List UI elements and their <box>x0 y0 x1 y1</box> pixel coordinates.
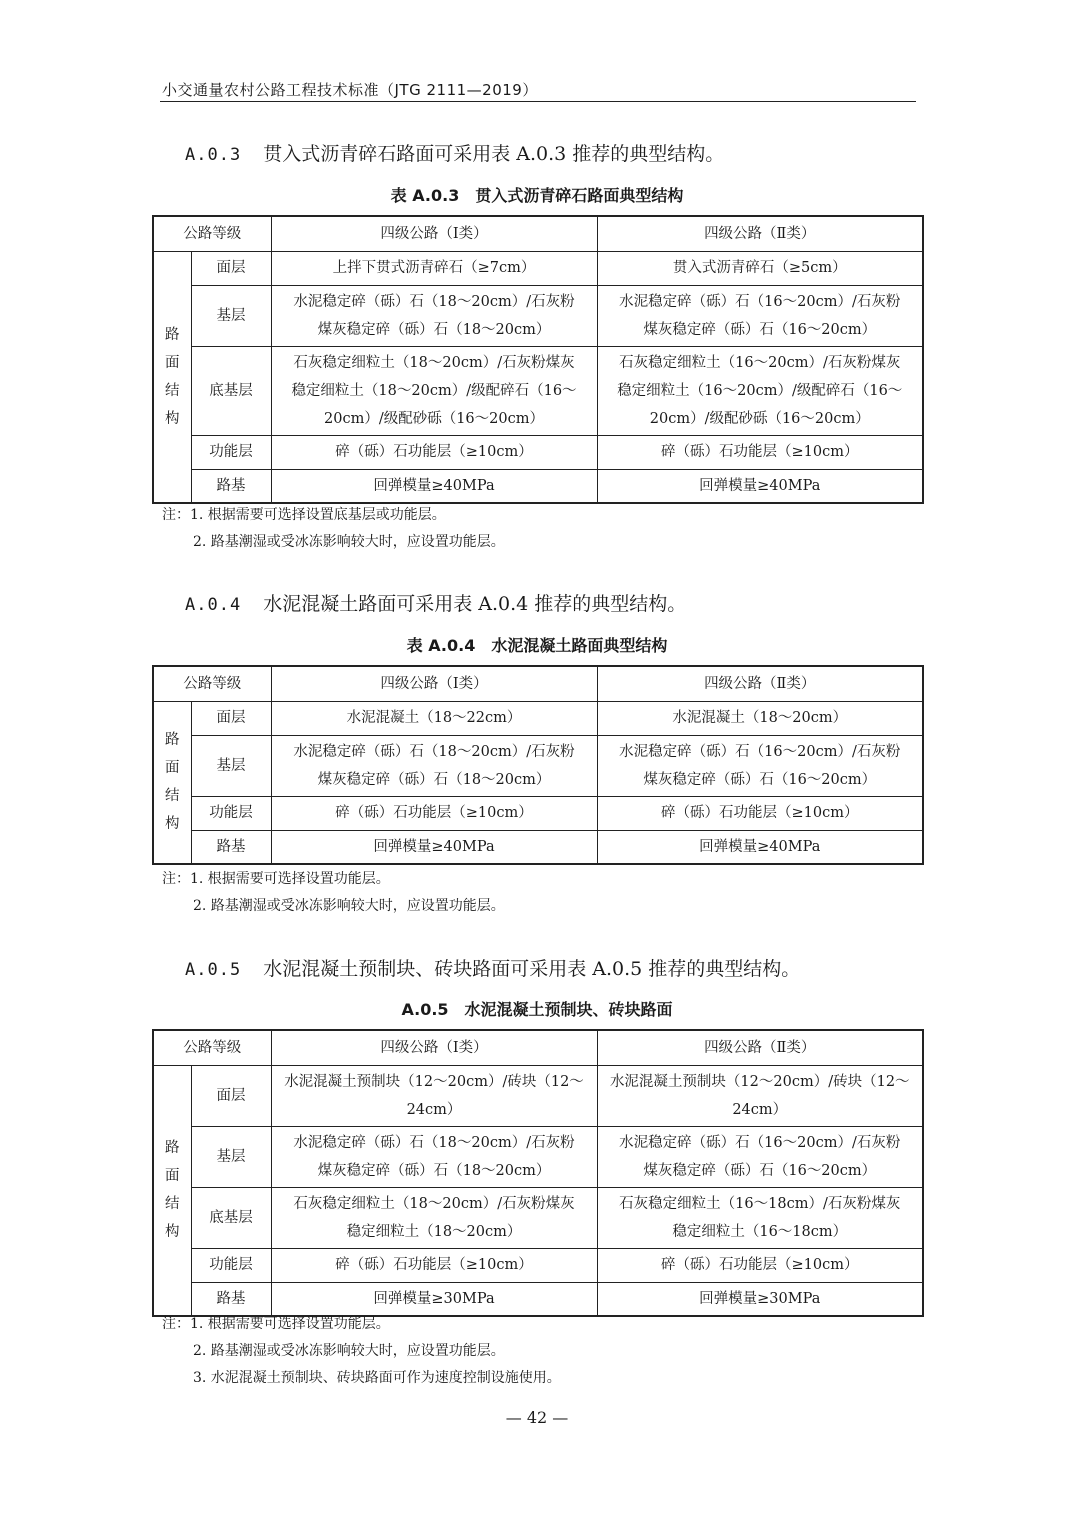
spec-line: 煤灰稳定碎（砾）石（18～20cm） <box>317 1162 551 1179</box>
spec-line: 稳定细粒土（18～20cm）/级配碎石（16～ <box>291 382 577 399</box>
spec-cell-class-1 <box>271 830 597 864</box>
group-label-char: 构 <box>165 816 180 833</box>
spec-cell-class-1 <box>271 735 597 796</box>
spec-line: 水泥混凝土（18～20cm） <box>672 710 848 726</box>
table-row <box>153 830 923 864</box>
layer-name-cell: 底基层 <box>191 346 271 435</box>
spec-line: 水泥混凝土（18～22cm） <box>346 710 522 726</box>
spec-line: 回弹模量≥40MPa <box>373 838 495 855</box>
spec-cell-class-2 <box>597 1282 923 1316</box>
header-cell-road-grade: 公路等级 <box>153 666 271 701</box>
spec-line: 煤灰稳定碎（砾）石（16～20cm） <box>643 771 877 788</box>
spec-line: 煤灰稳定碎（砾）石（16～20cm） <box>643 1162 877 1179</box>
group-label-char: 路 <box>165 1140 180 1157</box>
table-row <box>153 1248 923 1282</box>
header-cell-class-2: 四级公路（Ⅱ类） <box>597 216 923 251</box>
table-header-row <box>153 1030 923 1065</box>
spec-line: 水泥混凝土预制块（12～20cm）/砖块（12～ <box>609 1073 910 1090</box>
clause-number: A.0.3 <box>185 145 242 165</box>
spec-line: 碎（砾）石功能层（≥10cm） <box>661 444 859 460</box>
header-cell-class-1: 四级公路（Ⅰ类） <box>271 216 597 251</box>
table-row <box>153 1065 923 1126</box>
spec-cell-class-2 <box>597 1065 923 1126</box>
layer-name-cell: 面层 <box>191 1065 271 1126</box>
structure-table <box>152 1029 924 1317</box>
spec-cell-class-1 <box>271 701 597 735</box>
table-row <box>153 435 923 469</box>
clause-paragraph <box>185 954 800 981</box>
clause-text: 水泥混凝土预制块、砖块路面可采用表 A.0.5 推荐的典型结构。 <box>263 958 801 980</box>
header-cell-class-1: 四级公路（Ⅰ类） <box>271 666 597 701</box>
spec-line: 碎（砾）石功能层（≥10cm） <box>335 1257 533 1273</box>
note-line: 2. 路基潮湿或受冰冻影响较大时，应设置功能层。 <box>193 898 505 914</box>
spec-line: 水泥稳定碎（砾）石（18～20cm）/石灰粉 <box>293 293 575 310</box>
note-line: 3. 水泥混凝土预制块、砖块路面可作为速度控制设施使用。 <box>193 1370 561 1386</box>
spec-line: 水泥混凝土预制块（12～20cm）/砖块（12～ <box>284 1073 584 1090</box>
header-cell-road-grade: 公路等级 <box>153 216 271 251</box>
spec-line: 水泥稳定碎（砾）石（18～20cm）/石灰粉 <box>293 743 575 760</box>
group-label-char: 面 <box>165 354 180 371</box>
spec-cell-class-2 <box>597 1187 923 1248</box>
spec-line: 煤灰稳定碎（砾）石（18～20cm） <box>317 321 551 338</box>
group-label-char: 结 <box>165 788 180 805</box>
table-row <box>153 346 923 435</box>
spec-line: 20cm）/级配砂砾（16～20cm） <box>649 410 870 427</box>
spec-line: 上拌下贯式沥青碎石（≥7cm） <box>332 260 536 276</box>
note-line: 2. 路基潮湿或受冰冻影响较大时，应设置功能层。 <box>193 534 505 550</box>
group-label-char: 构 <box>165 1224 180 1241</box>
group-label-char: 路 <box>165 326 180 343</box>
spec-cell-class-2 <box>597 796 923 830</box>
spec-line: 石灰稳定细粒土（18～20cm）/石灰粉煤灰 <box>293 354 575 371</box>
group-label-cell <box>153 701 191 864</box>
spec-cell-class-1 <box>271 1126 597 1187</box>
running-header: 小交通量农村公路工程技术标准（JTG 2111—2019） <box>162 81 538 99</box>
clause-text: 贯入式沥青碎石路面可采用表 A.0.3 推荐的典型结构。 <box>263 143 725 165</box>
clause-text: 水泥混凝土路面可采用表 A.0.4 推荐的典型结构。 <box>263 593 687 615</box>
note-line: 注：1. 根据需要可选择设置底基层或功能层。 <box>162 507 446 523</box>
layer-name-cell: 路基 <box>191 830 271 864</box>
spec-cell-class-2 <box>597 469 923 503</box>
clause-number: A.0.4 <box>185 595 242 615</box>
spec-cell-class-2 <box>597 1248 923 1282</box>
spec-cell-class-1 <box>271 346 597 435</box>
table-header-row <box>153 666 923 701</box>
spec-cell-class-1 <box>271 469 597 503</box>
spec-cell-class-1 <box>271 435 597 469</box>
spec-cell-class-1 <box>271 796 597 830</box>
layer-name-cell: 面层 <box>191 701 271 735</box>
table-row <box>153 796 923 830</box>
spec-line: 回弹模量≥30MPa <box>373 1290 495 1307</box>
header-cell-class-1: 四级公路（Ⅰ类） <box>271 1030 597 1065</box>
layer-name-cell: 面层 <box>191 251 271 285</box>
note-line: 2. 路基潮湿或受冰冻影响较大时，应设置功能层。 <box>193 1343 505 1359</box>
header-cell-class-2: 四级公路（Ⅱ类） <box>597 1030 923 1065</box>
spec-line: 煤灰稳定碎（砾）石（18～20cm） <box>317 771 551 788</box>
spec-line: 回弹模量≥40MPa <box>699 838 821 855</box>
spec-cell-class-2 <box>597 1126 923 1187</box>
spec-cell-class-1 <box>271 1248 597 1282</box>
header-cell-road-grade: 公路等级 <box>153 1030 271 1065</box>
spec-line: 稳定细粒土（18～20cm） <box>346 1223 522 1240</box>
table-caption: 表 A.0.4 水泥混凝土路面典型结构 <box>406 636 668 655</box>
spec-line: 20cm）/级配砂砾（16～20cm） <box>324 410 544 427</box>
group-label-char: 构 <box>165 410 180 427</box>
spec-cell-class-2 <box>597 285 923 346</box>
spec-cell-class-1 <box>271 1187 597 1248</box>
spec-line: 稳定细粒土（16～18cm） <box>672 1223 848 1240</box>
table-row <box>153 1126 923 1187</box>
spec-cell-class-2 <box>597 701 923 735</box>
table-notes <box>162 866 505 920</box>
spec-cell-class-2 <box>597 251 923 285</box>
table-row <box>153 285 923 346</box>
spec-line: 碎（砾）石功能层（≥10cm） <box>335 805 533 821</box>
layer-name-cell: 基层 <box>191 735 271 796</box>
clause-paragraph <box>185 589 686 616</box>
table-row <box>153 701 923 735</box>
header-rule <box>160 101 916 102</box>
spec-line: 回弹模量≥40MPa <box>373 477 495 494</box>
layer-name-cell: 功能层 <box>191 435 271 469</box>
clause-number: A.0.5 <box>185 960 242 980</box>
spec-cell-class-2 <box>597 830 923 864</box>
spec-cell-class-2 <box>597 435 923 469</box>
spec-line: 水泥稳定碎（砾）石（18～20cm）/石灰粉 <box>293 1134 575 1151</box>
note-line: 注：1. 根据需要可选择设置功能层。 <box>162 1316 390 1332</box>
group-label-char: 结 <box>165 1196 180 1213</box>
spec-cell-class-1 <box>271 251 597 285</box>
table-notes <box>162 502 505 556</box>
table-header-row <box>153 216 923 251</box>
group-label-cell <box>153 1065 191 1316</box>
spec-line: 煤灰稳定碎（砾）石（16～20cm） <box>643 321 877 338</box>
table-row <box>153 1187 923 1248</box>
spec-line: 碎（砾）石功能层（≥10cm） <box>335 444 533 460</box>
layer-name-cell: 功能层 <box>191 1248 271 1282</box>
spec-line: 石灰稳定细粒土（18～20cm）/石灰粉煤灰 <box>293 1195 575 1212</box>
spec-line: 碎（砾）石功能层（≥10cm） <box>661 805 859 821</box>
spec-line: 水泥稳定碎（砾）石（16～20cm）/石灰粉 <box>619 1134 901 1151</box>
spec-cell-class-2 <box>597 735 923 796</box>
table-caption: A.0.5 水泥混凝土预制块、砖块路面 <box>401 1000 673 1019</box>
table-notes <box>162 1311 561 1392</box>
spec-line: 稳定细粒土（16～20cm）/级配碎石（16～ <box>617 382 903 399</box>
spec-line: 水泥稳定碎（砾）石（16～20cm）/石灰粉 <box>619 293 901 310</box>
group-label-char: 结 <box>165 382 180 399</box>
page-number: — 42 — <box>505 1408 569 1427</box>
spec-line: 石灰稳定细粒土（16～20cm）/石灰粉煤灰 <box>619 354 901 371</box>
spec-line: 石灰稳定细粒土（16～18cm）/石灰粉煤灰 <box>619 1195 901 1212</box>
structure-table <box>152 665 924 865</box>
table-row <box>153 469 923 503</box>
note-line: 注：1. 根据需要可选择设置功能层。 <box>162 871 390 887</box>
spec-cell-class-2 <box>597 346 923 435</box>
spec-line: 回弹模量≥40MPa <box>699 477 821 494</box>
layer-name-cell: 功能层 <box>191 796 271 830</box>
structure-table <box>152 215 924 504</box>
layer-name-cell: 基层 <box>191 285 271 346</box>
spec-line: 水泥稳定碎（砾）石（16～20cm）/石灰粉 <box>619 743 901 760</box>
layer-name-cell: 底基层 <box>191 1187 271 1248</box>
table-caption: 表 A.0.3 贯入式沥青碎石路面典型结构 <box>390 186 684 205</box>
spec-line: 回弹模量≥30MPa <box>699 1290 821 1307</box>
table-row <box>153 735 923 796</box>
spec-cell-class-1 <box>271 1065 597 1126</box>
layer-name-cell: 基层 <box>191 1126 271 1187</box>
spec-line: 24cm） <box>732 1101 788 1118</box>
group-label-char: 路 <box>165 732 180 749</box>
group-label-char: 面 <box>165 760 180 777</box>
spec-line: 24cm） <box>406 1101 462 1118</box>
layer-name-cell: 路基 <box>191 1282 271 1316</box>
group-label-char: 面 <box>165 1168 180 1185</box>
clause-paragraph <box>185 139 724 166</box>
spec-cell-class-1 <box>271 285 597 346</box>
spec-line: 贯入式沥青碎石（≥5cm） <box>672 260 847 276</box>
layer-name-cell: 路基 <box>191 469 271 503</box>
header-cell-class-2: 四级公路（Ⅱ类） <box>597 666 923 701</box>
spec-line: 碎（砾）石功能层（≥10cm） <box>661 1257 859 1273</box>
table-row <box>153 251 923 285</box>
group-label-cell <box>153 251 191 503</box>
